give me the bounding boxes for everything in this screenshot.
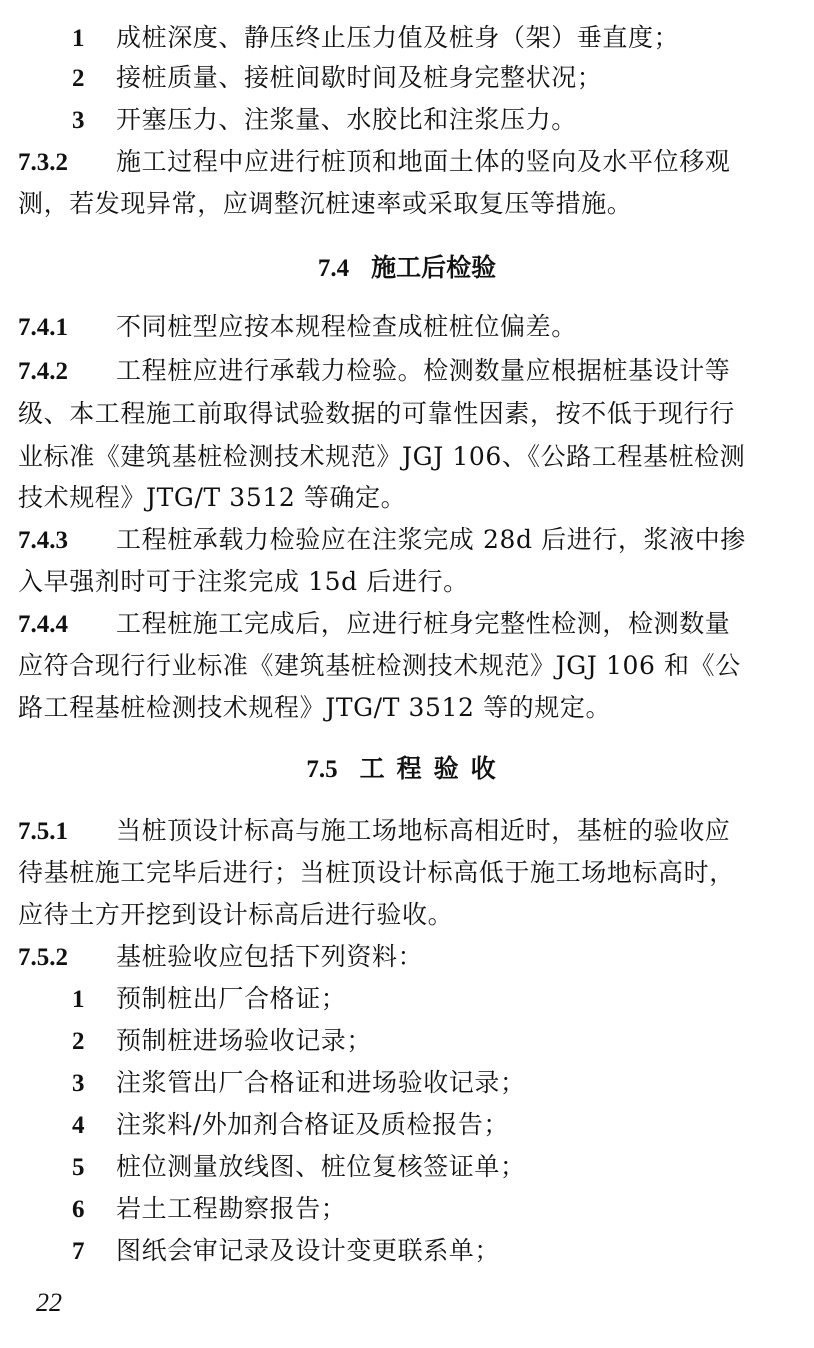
- item-number: 1: [72, 986, 85, 1013]
- clause-7-4-2: [0, 350, 814, 392]
- section-title: 施工后检验: [371, 253, 497, 282]
- clause-continuation: 应符合现行行业标准《建筑基桩检测技术规范》JGJ 106 和《公: [18, 651, 741, 680]
- list-item: [0, 1020, 814, 1062]
- clause-number: 7.4.3: [18, 527, 68, 554]
- item-text: 开塞压力、注浆量、水胶比和注浆压力。: [116, 105, 577, 134]
- clause-text: 工程桩应进行承载力检验。检测数量应根据桩基设计等: [116, 356, 731, 385]
- clause-7-5-2: [0, 936, 814, 978]
- clause-7-4-4: [0, 603, 814, 645]
- clause-7-3-2: [0, 141, 814, 183]
- item-text: 预制桩出厂合格证；: [116, 984, 347, 1013]
- clause-continuation: 待基桩施工完毕后进行；当桩顶设计标高低于施工场地标高时，: [18, 858, 735, 887]
- item-number: 6: [72, 1196, 85, 1223]
- item-number: 2: [72, 1028, 85, 1055]
- item-text: 成桩深度、静压终止压力值及桩身（架）垂直度；: [116, 23, 680, 52]
- clause-number: 7.4.1: [18, 314, 68, 341]
- clause-number: 7.5.2: [18, 944, 68, 971]
- clause-text: 当桩顶设计标高与施工场地标高相近时，基桩的验收应: [116, 816, 731, 845]
- clause-continuation: 级、本工程施工前取得试验数据的可靠性因素，按不低于现行行: [18, 399, 735, 428]
- item-number: 1: [72, 25, 85, 52]
- list-item: [0, 1104, 814, 1146]
- list-item: [0, 1146, 814, 1188]
- section-number: 7.4: [317, 255, 350, 282]
- item-number: 2: [72, 65, 85, 92]
- clause-continuation: 业标准《建筑基桩检测技术规范》JGJ 106、《公路工程基桩检测: [18, 442, 746, 471]
- list-item: [0, 17, 814, 59]
- item-number: 7: [72, 1238, 85, 1265]
- item-text: 桩位测量放线图、桩位复核签证单；: [116, 1152, 526, 1181]
- section-number: 7.5: [306, 756, 338, 783]
- list-item: [0, 1062, 814, 1104]
- clause-7-4-3: [0, 519, 814, 561]
- item-text: 接桩质量、接桩间歇时间及桩身完整状况；: [116, 63, 603, 92]
- item-number: 5: [72, 1154, 85, 1181]
- clause-number: 7.3.2: [18, 149, 68, 176]
- section-title: 工程验收: [359, 754, 508, 783]
- clause-continuation: 路工程基桩检测技术规程》JTG/T 3512 等的规定。: [18, 693, 612, 722]
- item-number: 3: [72, 107, 85, 134]
- clause-continuation: 应待土方开挖到设计标高后进行验收。: [18, 900, 454, 929]
- list-item: [0, 57, 814, 99]
- clause-number: 7.4.2: [18, 358, 68, 385]
- item-text: 注浆料/外加剂合格证及质检报告；: [116, 1110, 510, 1139]
- list-item: [0, 99, 814, 141]
- page-number: 22: [36, 1288, 62, 1317]
- clause-number: 7.4.4: [18, 611, 68, 638]
- clause-7-4-1: [0, 306, 814, 348]
- list-item: [0, 1230, 814, 1272]
- item-number: 3: [72, 1070, 85, 1097]
- clause-text: 工程桩承载力检验应在注浆完成 28d 后进行，浆液中掺: [116, 525, 746, 554]
- clause-text: 不同桩型应按本规程检查成桩桩位偏差。: [116, 312, 577, 341]
- list-item: [0, 978, 814, 1020]
- item-text: 注浆管出厂合格证和进场验收记录；: [116, 1068, 526, 1097]
- list-item: [0, 1188, 814, 1230]
- clause-continuation: 技术规程》JTG/T 3512 等确定。: [18, 483, 407, 512]
- section-heading-7-5: [0, 748, 814, 791]
- clause-text: 施工过程中应进行桩顶和地面土体的竖向及水平位移观: [116, 147, 731, 176]
- item-text: 岩土工程勘察报告；: [116, 1194, 347, 1223]
- clause-number: 7.5.1: [18, 818, 68, 845]
- clause-text: 基桩验收应包括下列资料：: [116, 942, 424, 971]
- section-heading-7-4: [0, 247, 814, 290]
- clause-continuation: 入早强剂时可于注浆完成 15d 后进行。: [18, 567, 469, 596]
- clause-7-5-1: [0, 810, 814, 852]
- item-text: 预制桩进场验收记录；: [116, 1026, 373, 1055]
- clause-continuation: 测，若发现异常，应调整沉桩速率或采取复压等措施。: [18, 189, 633, 218]
- item-number: 4: [72, 1112, 85, 1139]
- clause-text: 工程桩施工完成后，应进行桩身完整性检测，检测数量: [116, 609, 731, 638]
- item-text: 图纸会审记录及设计变更联系单；: [116, 1236, 501, 1265]
